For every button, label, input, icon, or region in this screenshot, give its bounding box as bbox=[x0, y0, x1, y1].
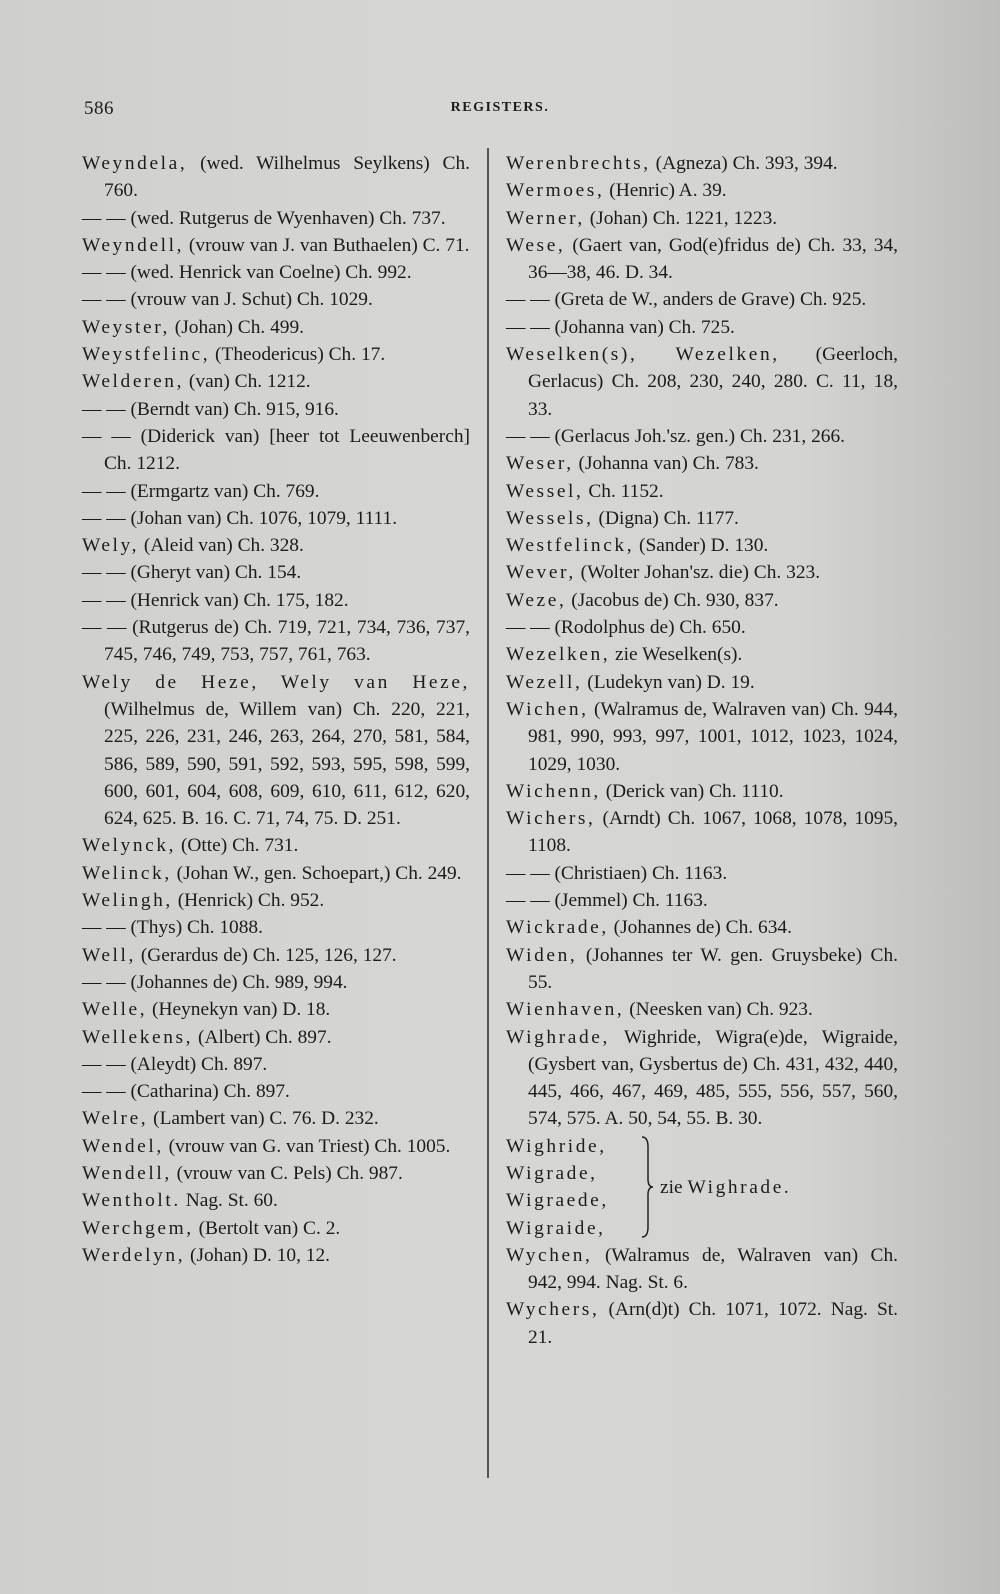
index-entry bbox=[82, 1133, 470, 1160]
index-entry bbox=[82, 505, 470, 532]
entry-references: (Henric) A. 39. bbox=[604, 180, 727, 202]
entry-headword: Well, bbox=[82, 944, 136, 966]
entry-headword: Weystfelinc, bbox=[82, 344, 211, 366]
entry-headword: Weyndela, bbox=[82, 153, 188, 174]
curly-brace bbox=[640, 1135, 654, 1239]
index-entry bbox=[506, 450, 898, 477]
index-entry bbox=[82, 914, 470, 941]
entry-headword: Wese, bbox=[506, 234, 566, 256]
entry-references: (Gerardus de) Ch. 125, 126, 127. bbox=[135, 944, 397, 966]
index-entry bbox=[506, 314, 898, 341]
index-entry bbox=[82, 996, 470, 1023]
index-entry bbox=[506, 532, 898, 559]
index-entry bbox=[82, 532, 470, 559]
entry-references: (Walramus de, Walraven van) Ch. 944, 981, 990, 993, 997, 1001, 1012, 1023, 1024, 1029, 1030. bbox=[528, 698, 898, 775]
entry-references: (Johanna van) Ch. 783. bbox=[573, 453, 759, 475]
index-entry bbox=[82, 341, 470, 368]
entry-headword: Weser, bbox=[506, 453, 574, 475]
entry-references: — — (Johan van) Ch. 1076, 1079, 1111. bbox=[82, 507, 398, 529]
variant-name: Wighride, bbox=[506, 1135, 607, 1157]
entry-headword: Weyndell, bbox=[82, 234, 185, 256]
index-entry bbox=[82, 1024, 470, 1051]
index-entry bbox=[506, 1024, 898, 1133]
index-entry bbox=[82, 1051, 470, 1078]
index-entry bbox=[82, 1160, 470, 1187]
entry-references: — — (Ermgartz van) Ch. 769. bbox=[82, 480, 320, 502]
entry-references: (Geerloch, Gerlacus) Ch. 208, 230, 240, 280. C. 11, 18, 33. bbox=[528, 344, 898, 420]
entry-headword: Werenbrechts, bbox=[506, 153, 651, 174]
entry-references: (Gaert van, God(e)fridus de) Ch. 33, 34, 36—38, 46. D. 34. bbox=[528, 234, 898, 284]
index-entry bbox=[506, 641, 898, 668]
entry-references: (Wolter Johan'sz. die) Ch. 323. bbox=[575, 562, 821, 584]
entry-references: (Walramus de, Walraven van) Ch. 942, 994. Nag. St. 6. bbox=[528, 1244, 898, 1293]
index-entry bbox=[506, 614, 898, 641]
entry-references: — — (Catharina) Ch. 897. bbox=[82, 1081, 290, 1103]
right-column-entries-bottom bbox=[506, 1242, 898, 1351]
entry-headword: Werdelyn, bbox=[82, 1244, 186, 1266]
entry-references: — — (Diderick van) [heer tot Leeuwenberch] Ch. 1212. bbox=[82, 425, 470, 475]
index-entry bbox=[82, 1242, 470, 1269]
entry-headword: Wely, bbox=[82, 535, 140, 557]
index-entry bbox=[82, 669, 470, 833]
index-entry bbox=[82, 559, 470, 586]
index-entry bbox=[82, 150, 470, 205]
entry-headword: Welle, bbox=[82, 999, 148, 1021]
running-head: REGISTERS. bbox=[450, 100, 550, 115]
entry-headword: Welre, bbox=[82, 1108, 149, 1130]
entry-references: (Arn(d)t) Ch. 1071, 1072. Nag. St. 21. bbox=[528, 1299, 898, 1348]
entry-headword: Wezelken, bbox=[506, 644, 611, 666]
entry-references: (Albert) Ch. 897. bbox=[193, 1026, 332, 1048]
entry-references: — — (Greta de W., anders de Grave) Ch. 925. bbox=[506, 289, 867, 311]
index-entry bbox=[506, 696, 898, 778]
entry-headword: Weyster, bbox=[82, 316, 170, 338]
entry-headword: Wessels, bbox=[506, 507, 594, 529]
entry-headword: Wighrade, bbox=[506, 1026, 610, 1048]
index-entry bbox=[506, 341, 898, 423]
entry-references: (van) Ch. 1212. bbox=[184, 371, 311, 393]
index-entry bbox=[82, 1105, 470, 1132]
entry-headword: Wychen, bbox=[506, 1244, 593, 1266]
index-entry bbox=[506, 478, 898, 505]
entry-headword: Welderen, bbox=[82, 371, 185, 393]
column-divider bbox=[487, 148, 489, 1478]
entry-headword: Weze, bbox=[506, 589, 567, 611]
index-entry bbox=[506, 177, 898, 204]
index-entry bbox=[82, 587, 470, 614]
entry-references: (Neesken van) Ch. 923. bbox=[624, 999, 813, 1021]
index-entry bbox=[506, 423, 898, 450]
entry-headword: Welinck, bbox=[82, 862, 172, 884]
entry-references: (vrouw van C. Pels) Ch. 987. bbox=[171, 1162, 403, 1184]
entry-references: (Otte) Ch. 731. bbox=[176, 835, 299, 857]
entry-references: (wed. Wilhelmus Seylkens) Ch. 760. bbox=[104, 153, 470, 202]
entry-references: (Henrick) Ch. 952. bbox=[172, 890, 325, 912]
entry-references: (Johan) Ch. 1221, 1223. bbox=[584, 207, 778, 229]
index-entry bbox=[82, 614, 470, 669]
right-column-entries-top bbox=[506, 150, 898, 1133]
index-entry bbox=[506, 805, 898, 860]
index-entry bbox=[506, 232, 898, 287]
entry-references: — — (Jemmel) Ch. 1163. bbox=[506, 890, 708, 912]
entry-references: — — (vrouw van J. Schut) Ch. 1029. bbox=[82, 289, 373, 311]
index-entry bbox=[82, 478, 470, 505]
entry-headword: Welynck, bbox=[82, 835, 177, 857]
variant-name: Wigrade, bbox=[506, 1162, 598, 1184]
index-entry bbox=[82, 423, 470, 478]
entry-references: Ch. 1152. bbox=[583, 480, 664, 502]
entry-headword: Welingh, bbox=[82, 890, 173, 912]
index-entry bbox=[506, 860, 898, 887]
variant-name: Wigraede, bbox=[506, 1190, 609, 1212]
index-entry bbox=[506, 1242, 898, 1297]
entry-references: (vrouw van J. van Buthaelen) C. 71. bbox=[184, 234, 470, 256]
index-entry bbox=[82, 887, 470, 914]
entry-references: zie Weselken(s). bbox=[610, 644, 743, 666]
entry-references: (Ludekyn van) D. 19. bbox=[582, 671, 755, 693]
entry-references: (Johan) D. 10, 12. bbox=[185, 1244, 331, 1266]
index-entry bbox=[82, 259, 470, 286]
entry-headword: Wichen, bbox=[506, 698, 589, 720]
entry-references: (Arndt) Ch. 1067, 1068, 1078, 1095, 1108. bbox=[528, 808, 898, 857]
index-entry bbox=[506, 1296, 898, 1351]
index-entry bbox=[82, 368, 470, 395]
index-entry bbox=[506, 559, 898, 586]
entry-references: — — (Henrick van) Ch. 175, 182. bbox=[82, 589, 349, 611]
entry-references: (vrouw van G. van Triest) Ch. 1005. bbox=[163, 1135, 451, 1157]
index-entry bbox=[82, 396, 470, 423]
entry-headword: Wentholt. bbox=[82, 1190, 181, 1212]
cross-reference-prefix: zie bbox=[660, 1176, 688, 1198]
entry-references: (Jacobus de) Ch. 930, 837. bbox=[566, 589, 779, 611]
index-entry bbox=[82, 314, 470, 341]
entry-headword: Wermoes, bbox=[506, 180, 605, 202]
entry-references: — — (Gheryt van) Ch. 154. bbox=[82, 562, 302, 584]
left-index-column bbox=[82, 150, 470, 1269]
index-entry bbox=[82, 286, 470, 313]
index-entry bbox=[82, 942, 470, 969]
index-entry bbox=[506, 286, 898, 313]
entry-references: (Derick van) Ch. 1110. bbox=[600, 780, 784, 802]
cross-reference-group bbox=[506, 1133, 898, 1242]
entry-references: — — (Johannes de) Ch. 989, 994. bbox=[82, 971, 348, 993]
entry-references: — — (Aleydt) Ch. 897. bbox=[82, 1053, 268, 1075]
entry-references: (Theodericus) Ch. 17. bbox=[210, 344, 386, 366]
right-index-column bbox=[506, 150, 898, 1351]
entry-references: (Lambert van) C. 76. D. 232. bbox=[148, 1108, 379, 1130]
entry-references: — — (wed. Rutgerus de Wyenhaven) Ch. 737. bbox=[82, 207, 446, 229]
index-entry bbox=[506, 150, 898, 177]
entry-headword: Werchgem, bbox=[82, 1217, 194, 1239]
entry-headword: Weselken(s), Wezelken, bbox=[506, 344, 780, 366]
entry-headword: Wessel, bbox=[506, 480, 584, 502]
page-number: 586 bbox=[84, 98, 114, 119]
index-entry bbox=[82, 969, 470, 996]
entry-headword: Wickrade, bbox=[506, 917, 609, 939]
index-entry bbox=[506, 914, 898, 941]
index-entry bbox=[82, 832, 470, 859]
entry-headword: Wellekens, bbox=[82, 1026, 194, 1048]
entry-headword: Widen, bbox=[506, 944, 578, 966]
entry-references: (Johan W., gen. Schoepart,) Ch. 249. bbox=[171, 862, 462, 884]
entry-references: — — (Johanna van) Ch. 725. bbox=[506, 316, 735, 338]
entry-references: (Johannes ter W. gen. Gruysbeke) Ch. 55. bbox=[528, 944, 898, 993]
entry-references: (Johan) Ch. 499. bbox=[169, 316, 305, 338]
index-entry bbox=[506, 942, 898, 997]
entry-headword: Wichers, bbox=[506, 808, 596, 830]
entry-headword: Wichenn, bbox=[506, 780, 601, 802]
index-entry bbox=[82, 1078, 470, 1105]
index-entry bbox=[506, 505, 898, 532]
entry-references: (Sander) D. 130. bbox=[634, 535, 769, 557]
entry-headword: Westfelinck, bbox=[506, 535, 635, 557]
index-entry bbox=[506, 587, 898, 614]
index-entry bbox=[506, 887, 898, 914]
entry-references: (Heynekyn van) D. 18. bbox=[147, 999, 331, 1021]
cross-reference-target: Wighrade. bbox=[687, 1176, 792, 1198]
index-entry bbox=[82, 1215, 470, 1242]
entry-references: — — (wed. Henrick van Coelne) Ch. 992. bbox=[82, 262, 412, 284]
index-entry bbox=[506, 669, 898, 696]
variant-name: Wigraide, bbox=[506, 1217, 606, 1239]
index-entry bbox=[82, 860, 470, 887]
entry-references: Nag. St. 60. bbox=[180, 1190, 278, 1212]
entry-headword: Wendell, bbox=[82, 1162, 172, 1184]
index-entry bbox=[506, 996, 898, 1023]
entry-headword: Wever, bbox=[506, 562, 576, 584]
entry-references: — — (Thys) Ch. 1088. bbox=[82, 917, 263, 939]
entry-references: (Digna) Ch. 1177. bbox=[593, 507, 739, 529]
index-entry bbox=[82, 232, 470, 259]
entry-headword: Wendel, bbox=[82, 1135, 164, 1157]
entry-headword: Wychers, bbox=[506, 1299, 600, 1321]
entry-references: — — (Berndt van) Ch. 915, 916. bbox=[82, 398, 339, 420]
entry-references: (Agneza) Ch. 393, 394. bbox=[650, 153, 838, 174]
entry-references: (Bertolt van) C. 2. bbox=[193, 1217, 341, 1239]
entry-references: — — (Christiaen) Ch. 1163. bbox=[506, 862, 728, 884]
index-entry bbox=[82, 205, 470, 232]
entry-references: Wighride, Wigra(e)de, Wigraide, (Gysbert van, Gysbertus de) Ch. 431, 432, 440, 445, 466, 467, 469, 485, 555, 556, 557, 560, 574, 575. A. 50, 54, 55. B. 30. bbox=[528, 1026, 898, 1130]
entry-headword: Wely de Heze, Wely van Heze, bbox=[82, 671, 470, 693]
index-entry bbox=[506, 778, 898, 805]
cross-reference bbox=[660, 1174, 791, 1201]
entry-headword: Wezell, bbox=[506, 671, 583, 693]
entry-headword: Werner, bbox=[506, 207, 585, 229]
entry-references: — — (Gerlacus Joh.'sz. gen.) Ch. 231, 266. bbox=[506, 425, 846, 447]
entry-headword: Wienhaven, bbox=[506, 999, 625, 1021]
entry-references: — — (Rutgerus de) Ch. 719, 721, 734, 736, 737, 745, 746, 749, 753, 757, 761, 763. bbox=[82, 617, 470, 666]
entry-references: — — (Rodolphus de) Ch. 650. bbox=[506, 617, 746, 639]
index-entry bbox=[506, 205, 898, 232]
entry-references: (Johannes de) Ch. 634. bbox=[608, 917, 792, 939]
entry-references: (Aleid van) Ch. 328. bbox=[139, 535, 304, 557]
index-entry bbox=[82, 1187, 470, 1214]
entry-references: (Wilhelmus de, Willem van) Ch. 220, 221, 225, 226, 231, 246, 263, 264, 270, 581, 584, 586, 589, 590, 591, 592, 593, 595, 598, 599, 600, 601, 604, 608, 609, 610, 611, 612, 620, 624, 625. B. 16. C. 71, 74, 75. D. 251. bbox=[104, 698, 470, 830]
